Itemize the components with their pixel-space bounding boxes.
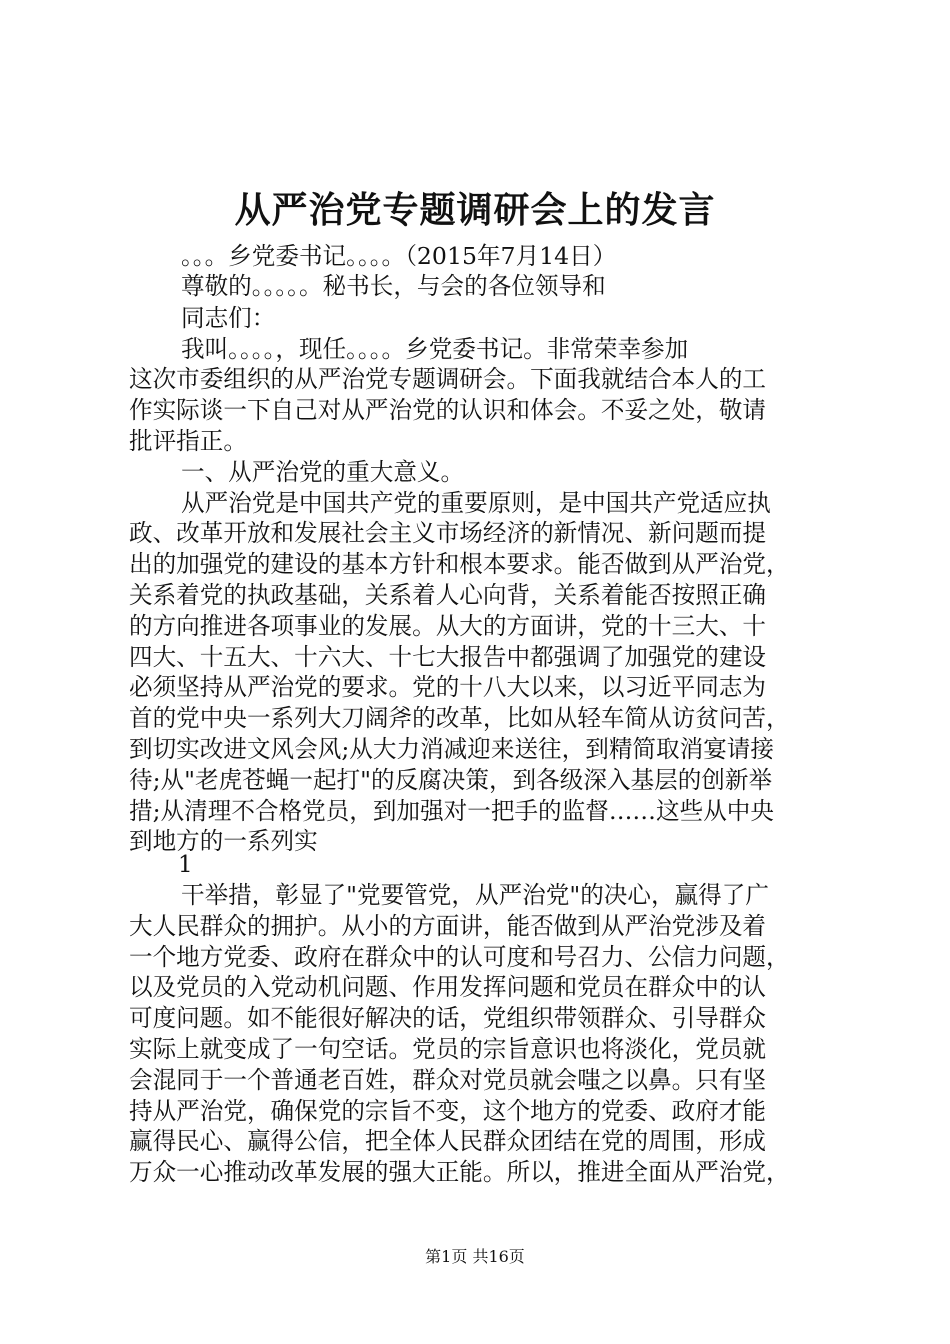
section-heading: 一、从严治党的重大意义。 bbox=[181, 458, 465, 486]
text-line: 赢得民心、赢得公信，把全体人民群众团结在党的周围，形成 bbox=[129, 1127, 767, 1155]
text-line: 实际上就变成了一句空话。党员的宗旨意识也将淡化，党员就 bbox=[129, 1035, 767, 1063]
text-line: 万众一心推动改革发展的强大正能。所以，推进全面从严治党， bbox=[129, 1158, 790, 1186]
text-line: 待;从"老虎苍蝇一起打"的反腐决策，到各级深入基层的创新举 bbox=[129, 766, 773, 794]
text-line: 大人民群众的拥护。从小的方面讲，能否做到从严治党涉及着 bbox=[129, 912, 767, 940]
document-title: 从严治党专题调研会上的发言 bbox=[234, 189, 716, 231]
text-line: 四大、十五大、十六大、十七大报告中都强调了加强党的建设 bbox=[129, 643, 767, 671]
page-footer: 第1页 共16页 bbox=[425, 1247, 525, 1266]
text-line: 的方向推进各项事业的发展。从大的方面讲，党的十三大、十 bbox=[129, 612, 767, 640]
text-line: 干举措，彰显了"党要管党，从严治党"的决心，赢得了广 bbox=[181, 881, 769, 909]
text-line: 必须坚持从严治党的要求。党的十八大以来，以习近平同志为 bbox=[129, 673, 767, 701]
text-line: 一个地方党委、政府在群众中的认可度和号召力、公信力问题， bbox=[129, 943, 790, 971]
text-line: 这次市委组织的从严治党专题调研会。下面我就结合本人的工 bbox=[129, 365, 767, 393]
text-line: 从严治党是中国共产党的重要原则，是中国共产党适应执 bbox=[181, 489, 771, 517]
text-line: 关系着党的执政基础，关系着人心向背，关系着能否按照正确 bbox=[129, 581, 767, 609]
text-line: 以及党员的入党动机问题、作用发挥问题和党员在群众中的认 bbox=[129, 973, 767, 1001]
text-line: 批评指正。 bbox=[129, 427, 247, 455]
text-line: 到地方的一系列实 bbox=[129, 827, 318, 855]
text-line: 。。。乡党委书记。。。。（2015年7月14日） bbox=[181, 242, 617, 270]
text-line: 政、改革开放和发展社会主义市场经济的新情况、新问题而提 bbox=[129, 519, 767, 547]
text-line: 我叫。。。。，现任。。。。乡党委书记。非常荣幸参加 bbox=[181, 335, 689, 363]
text-line: 可度问题。如不能很好解决的话，党组织带领群众、引导群众 bbox=[129, 1004, 767, 1032]
text-line: 同志们： bbox=[181, 304, 276, 332]
text-line: 持从严治党，确保党的宗旨不变，这个地方的党委、政府才能 bbox=[129, 1097, 767, 1125]
text-line: 首的党中央一系列大刀阔斧的改革，比如从轻车简从访贫问苦， bbox=[129, 704, 790, 732]
text-line: 出的加强党的建设的基本方针和根本要求。能否做到从严治党， bbox=[129, 550, 790, 578]
text-line: 会混同于一个普通老百姓，群众对党员就会嗤之以鼻。只有坚 bbox=[129, 1066, 767, 1094]
text-line: 作实际谈一下自己对从严治党的认识和体会。不妥之处，敬请 bbox=[129, 396, 767, 424]
text-line: 到切实改进文风会风;从大力消减迎来送往，到精简取消宴请接 bbox=[129, 735, 774, 763]
text-line: 措;从清理不合格党员，到加强对一把手的监督……这些从中央 bbox=[129, 797, 774, 825]
inline-page-marker: 1 bbox=[178, 852, 193, 878]
text-line: 尊敬的。。。。。秘书长，与会的各位领导和 bbox=[181, 272, 606, 300]
